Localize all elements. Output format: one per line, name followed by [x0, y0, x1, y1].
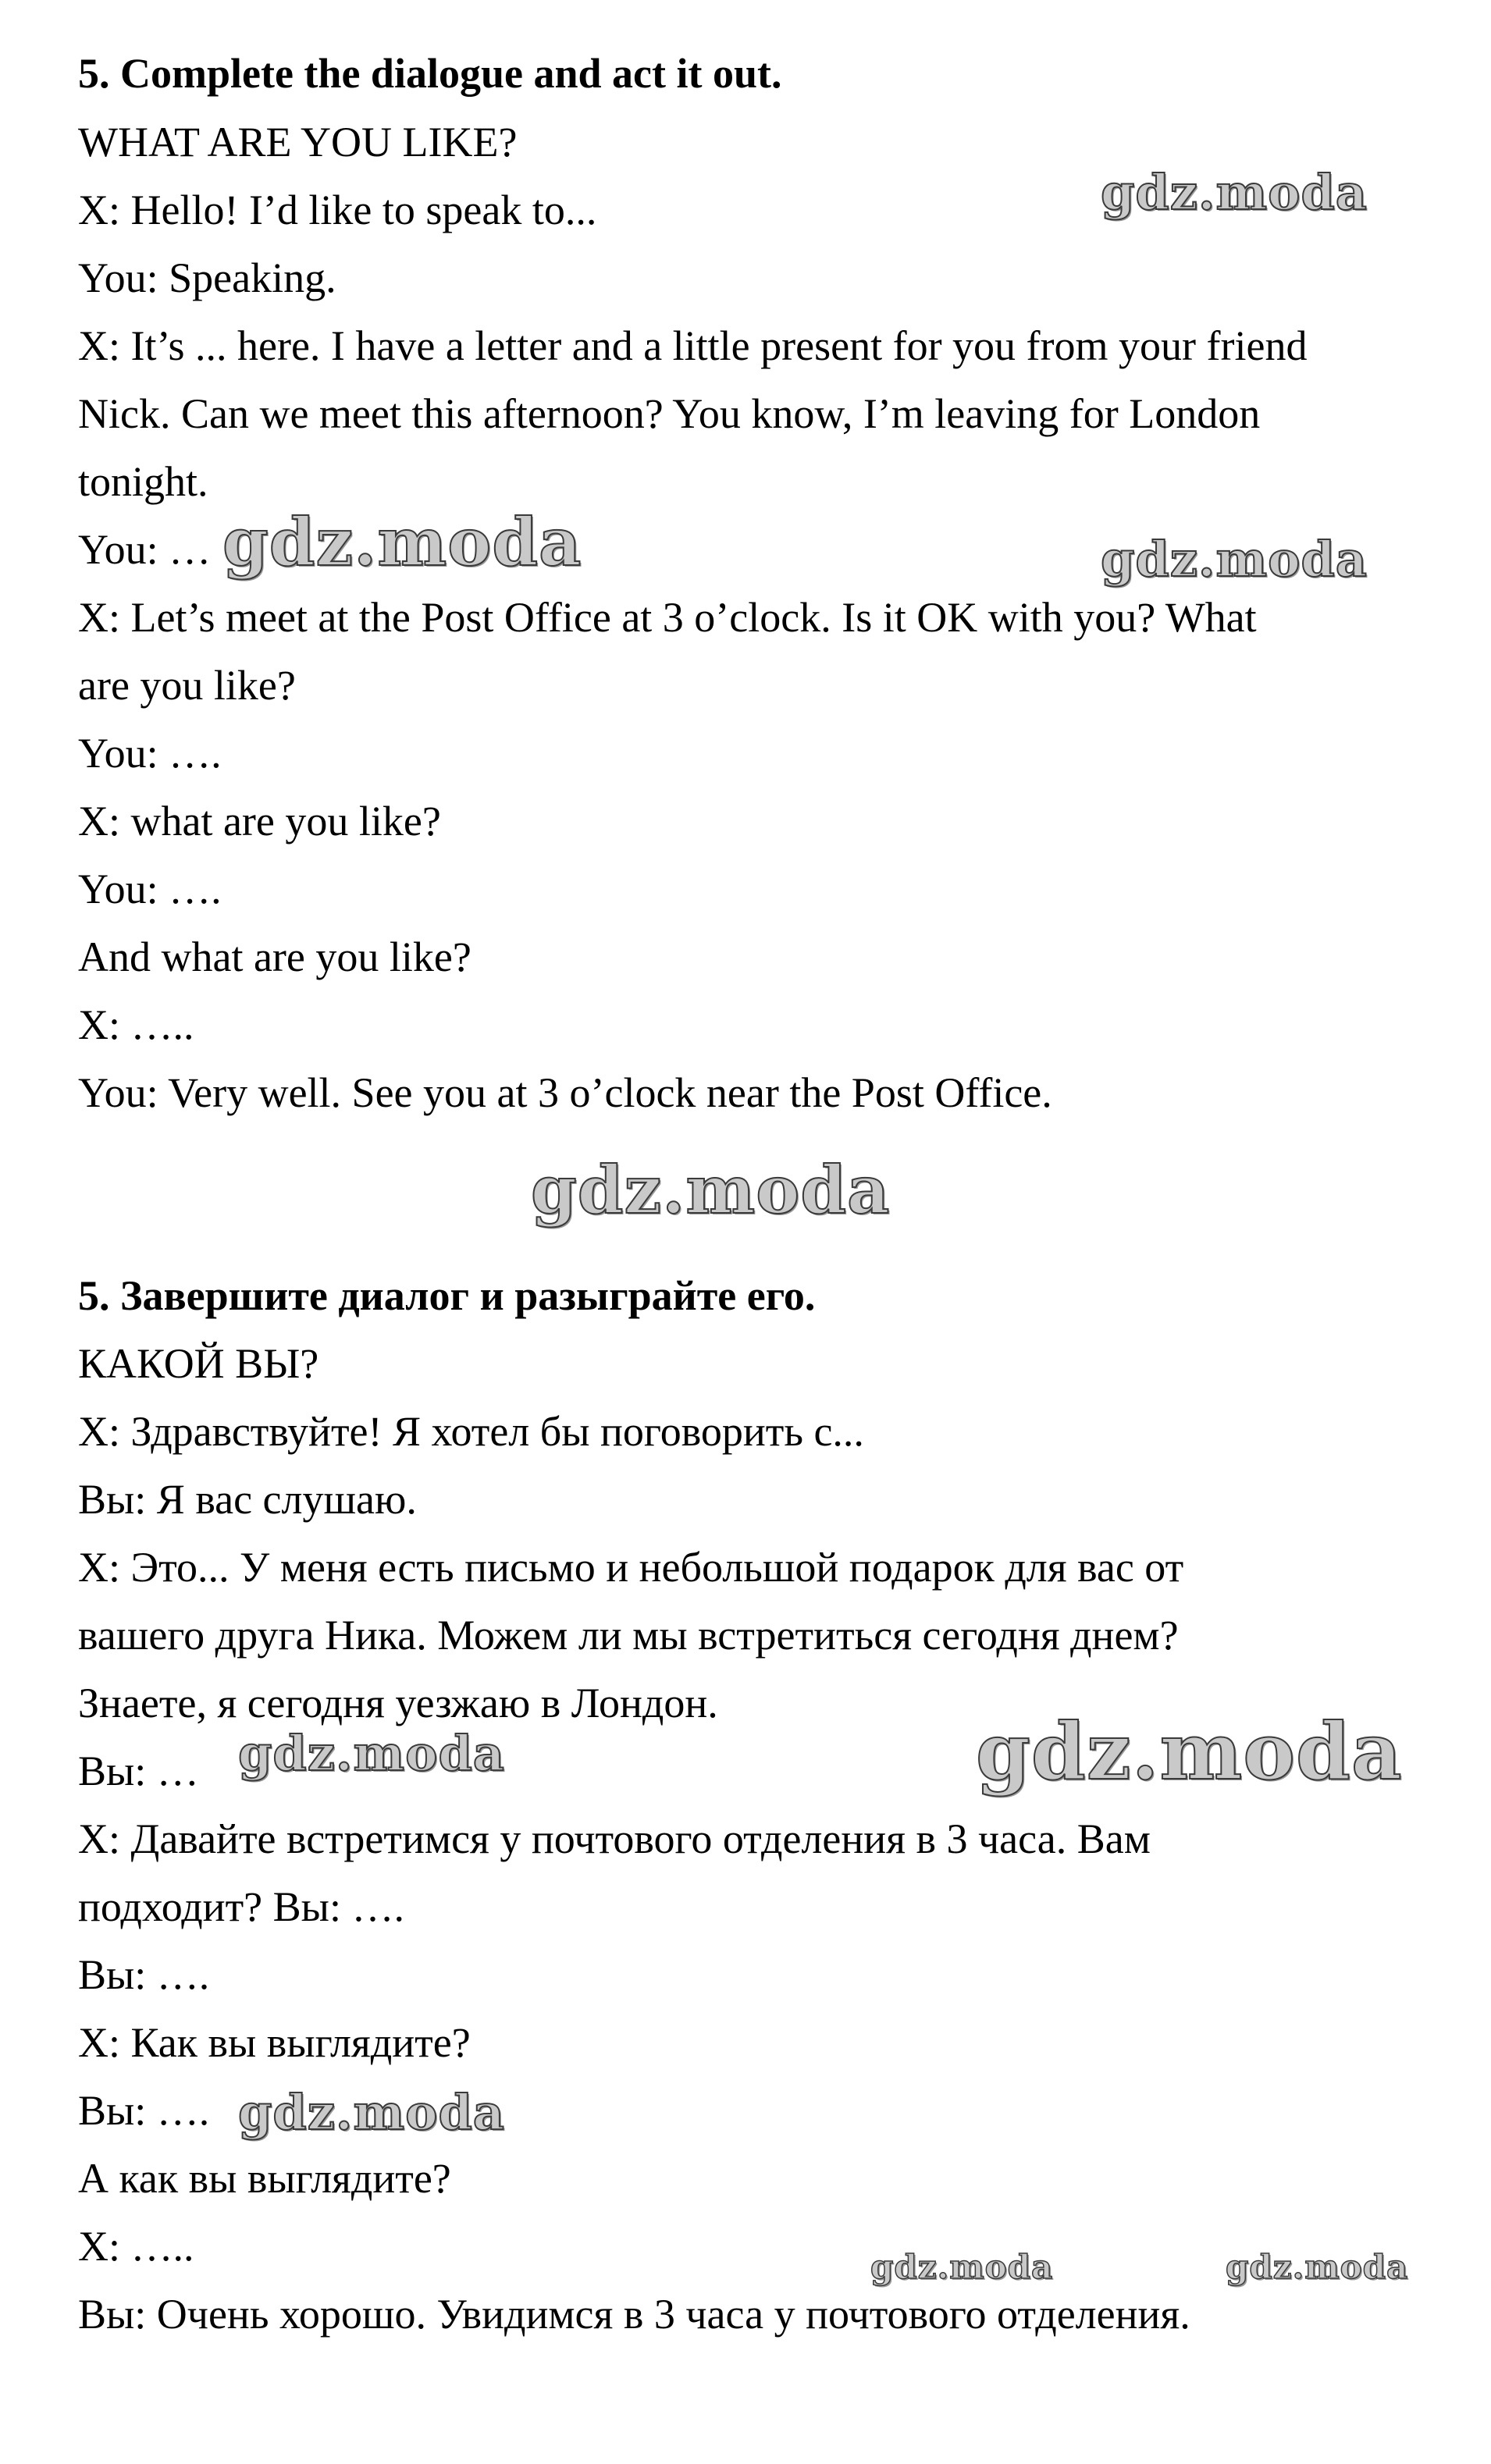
watermark: gdz.moda: [976, 1705, 1403, 1797]
russian-line-1: КАКОЙ ВЫ?: [78, 1340, 319, 1387]
english-line-4: X: It’s ... here. I have a letter and a little present for you from your friend: [78, 322, 1308, 369]
russian-heading: 5. Завершите диалог и разыграйте его.: [78, 1272, 816, 1319]
russian-line-6: Знаете, я сегодня уезжаю в Лондон.: [78, 1680, 718, 1726]
english-line-8: X: Let’s meet at the Post Office at 3 o’clock. Is it OK with you? What: [78, 594, 1257, 641]
russian-line-2: X: Здравствуйте! Я хотел бы поговорить с...: [78, 1408, 864, 1455]
watermark: gdz.moda: [1101, 164, 1368, 221]
russian-line-5: вашего друга Ника. Можем ли мы встретиться сегодня днем?: [78, 1612, 1179, 1659]
english-line-14: X: …..: [78, 1001, 194, 1048]
english-line-11: X: what are you like?: [78, 798, 441, 844]
english-line-6: tonight.: [78, 458, 208, 505]
english-line-1: WHAT ARE YOU LIKE?: [78, 119, 518, 165]
english-line-9: are you like?: [78, 662, 296, 709]
watermark: gdz.moda: [222, 503, 582, 581]
english-line-12: You: ….: [78, 866, 222, 912]
watermark: gdz.moda: [238, 2084, 505, 2141]
watermark: gdz.moda: [870, 2248, 1054, 2286]
russian-line-4: X: Это... У меня есть письмо и небольшой подарок для вас от: [78, 1544, 1184, 1591]
english-line-15: You: Very well. See you at 3 o’clock near the Post Office.: [78, 1069, 1052, 1116]
russian-line-9: подходит? Вы: ….: [78, 1883, 404, 1930]
russian-line-7: Вы: …: [78, 1748, 199, 1794]
english-line-3: You: Speaking.: [78, 254, 336, 301]
watermark: gdz.moda: [1226, 2248, 1409, 2286]
russian-line-12: Вы: ….: [78, 2087, 210, 2134]
russian-line-13: А как вы выглядите?: [78, 2155, 451, 2202]
russian-line-10: Вы: ….: [78, 1951, 210, 1998]
russian-line-14: X: …..: [78, 2223, 194, 2270]
english-line-13: And what are you like?: [78, 933, 471, 980]
russian-line-15: Вы: Очень хорошо. Увидимся в 3 часа у почтового отделения.: [78, 2291, 1190, 2338]
english-heading: 5. Complete the dialogue and act it out.: [78, 50, 782, 97]
russian-line-11: X: Как вы выглядите?: [78, 2019, 471, 2066]
english-line-10: You: ….: [78, 730, 222, 777]
russian-line-3: Вы: Я вас слушаю.: [78, 1476, 417, 1523]
russian-line-8: X: Давайте встретимся у почтового отделения в 3 часа. Вам: [78, 1815, 1151, 1862]
watermark: gdz.moda: [238, 1725, 505, 1782]
watermark: gdz.moda: [531, 1151, 891, 1228]
english-line-5: Nick. Can we meet this afternoon? You know, I’m leaving for London: [78, 390, 1261, 437]
watermark: gdz.moda: [1101, 531, 1368, 588]
english-line-7: You: …: [78, 526, 212, 573]
english-line-2: X: Hello! I’d like to speak to...: [78, 187, 597, 233]
